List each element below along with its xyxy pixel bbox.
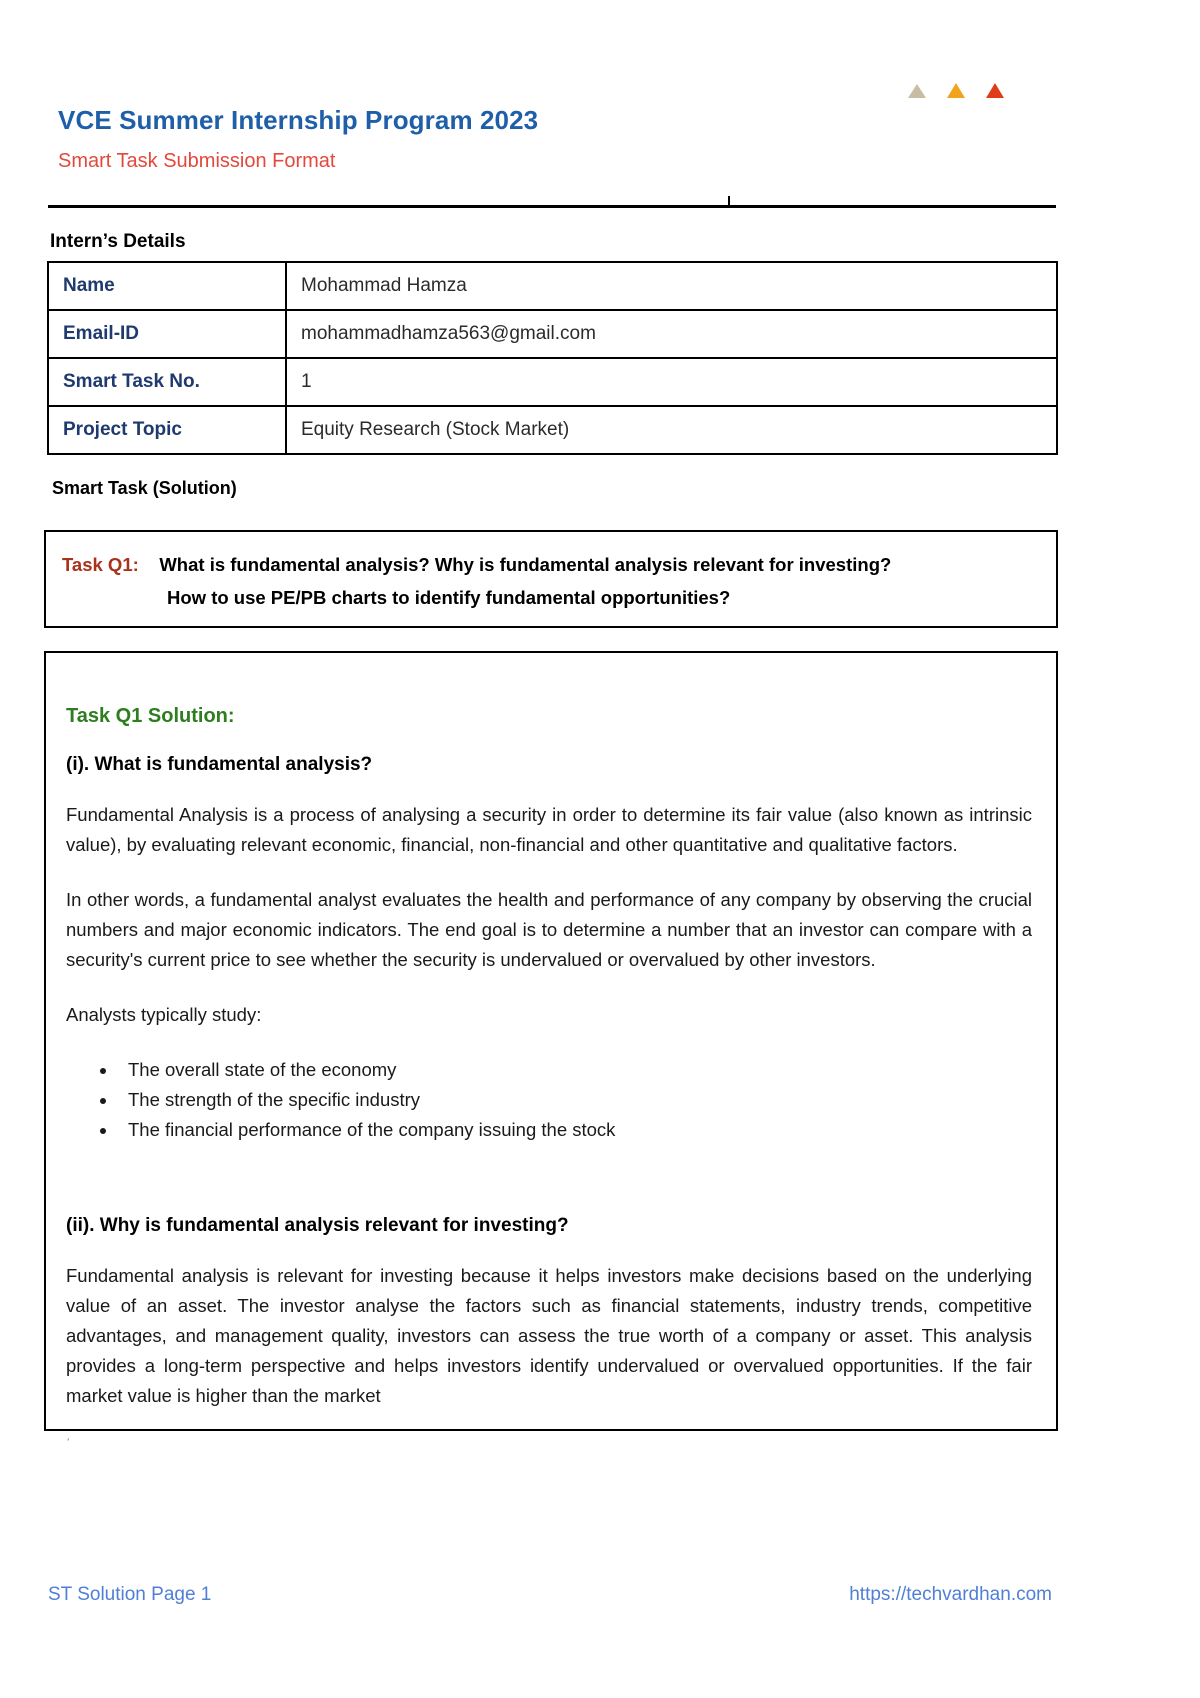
- interns-details-table: [47, 261, 1058, 455]
- analysts-study-list: [66, 1055, 1032, 1145]
- smart-task-solution-heading: Smart Task (Solution): [52, 478, 237, 498]
- interns-details-heading: Intern’s Details: [50, 231, 186, 252]
- solution-subheading-2: (ii). Why is fundamental analysis relevant for investing?: [66, 1215, 569, 1236]
- list-item: • The overall state of the economy: [118, 1055, 1032, 1085]
- solution-paragraph-1: Fundamental Analysis is a process of analysing a security in order to determine its fair value (also known as intrinsic value), by evaluating relevant economic, financial, non-financial and other quantitative and qualitative factors.: [66, 804, 1032, 855]
- document-subtitle: Smart Task Submission Format: [58, 150, 336, 172]
- list-item: • The strength of the specific industry: [118, 1085, 1032, 1115]
- document-title: VCE Summer Internship Program 2023: [58, 105, 539, 135]
- row-value-task-no: 1: [286, 358, 1057, 406]
- stray-mark: ˈ: [66, 1436, 71, 1451]
- row-value-email: mohammadhamza563@gmail.com: [286, 310, 1057, 358]
- solution-paragraph-4: Fundamental analysis is relevant for investing because it helps investors make decisions based on the underlying value of an asset. The investor analyse the factors such as financial statements, industry trends, competitive advantages, and management quality, investors can assess the true worth of a company or asset. This analysis provides a long-term perspective and helps investors identify undervalued or overvalued opportunities. If the fair market value is higher than the market: [66, 1265, 1032, 1406]
- row-label-task-no: Smart Task No.: [48, 358, 286, 406]
- table-row: [48, 310, 1057, 358]
- header-divider: [48, 205, 1056, 208]
- question-text: What is fundamental analysis? Why is fundamental analysis relevant for investing?: [159, 554, 892, 575]
- row-value-name: Mohammad Hamza: [286, 262, 1057, 310]
- list-item: • The financial performance of the company issuing the stock: [118, 1115, 1032, 1145]
- brand-logo: [908, 76, 1004, 98]
- row-label-email: Email-ID: [48, 310, 286, 358]
- table-row: [48, 358, 1057, 406]
- triangle-icon-3: [986, 83, 1004, 98]
- row-label-name: Name: [48, 262, 286, 310]
- row-label-project-topic: Project Topic: [48, 406, 286, 454]
- answer-box: [44, 651, 1058, 1431]
- footer-page-label: ST Solution Page 1: [48, 1584, 212, 1605]
- table-row: [48, 406, 1057, 454]
- solution-heading: Task Q1 Solution:: [66, 705, 235, 727]
- question-box: [44, 530, 1058, 628]
- header-divider-tick: [728, 196, 730, 205]
- row-value-project-topic: Equity Research (Stock Market): [286, 406, 1057, 454]
- question-subtext: How to use PE/PB charts to identify fundamental opportunities?: [167, 587, 731, 608]
- question-line: [62, 550, 1040, 579]
- page-footer: [48, 1584, 1052, 1606]
- triangle-icon-1: [908, 84, 926, 98]
- solution-paragraph-2: In other words, a fundamental analyst evaluates the health and performance of any company by observing the crucial numbers and major economic indicators. The end goal is to determine a number that an investor can compare with a security's current price to see whether the security is undervalued or overvalued by other investors.: [66, 889, 1032, 970]
- table-row: [48, 262, 1057, 310]
- question-tag: Task Q1:: [62, 554, 139, 575]
- solution-paragraph-3: Analysts typically study:: [66, 1004, 262, 1025]
- triangle-icon-2: [947, 83, 965, 98]
- footer-website-link[interactable]: https://techvardhan.com: [849, 1584, 1052, 1605]
- solution-subheading-1: (i). What is fundamental analysis?: [66, 754, 373, 775]
